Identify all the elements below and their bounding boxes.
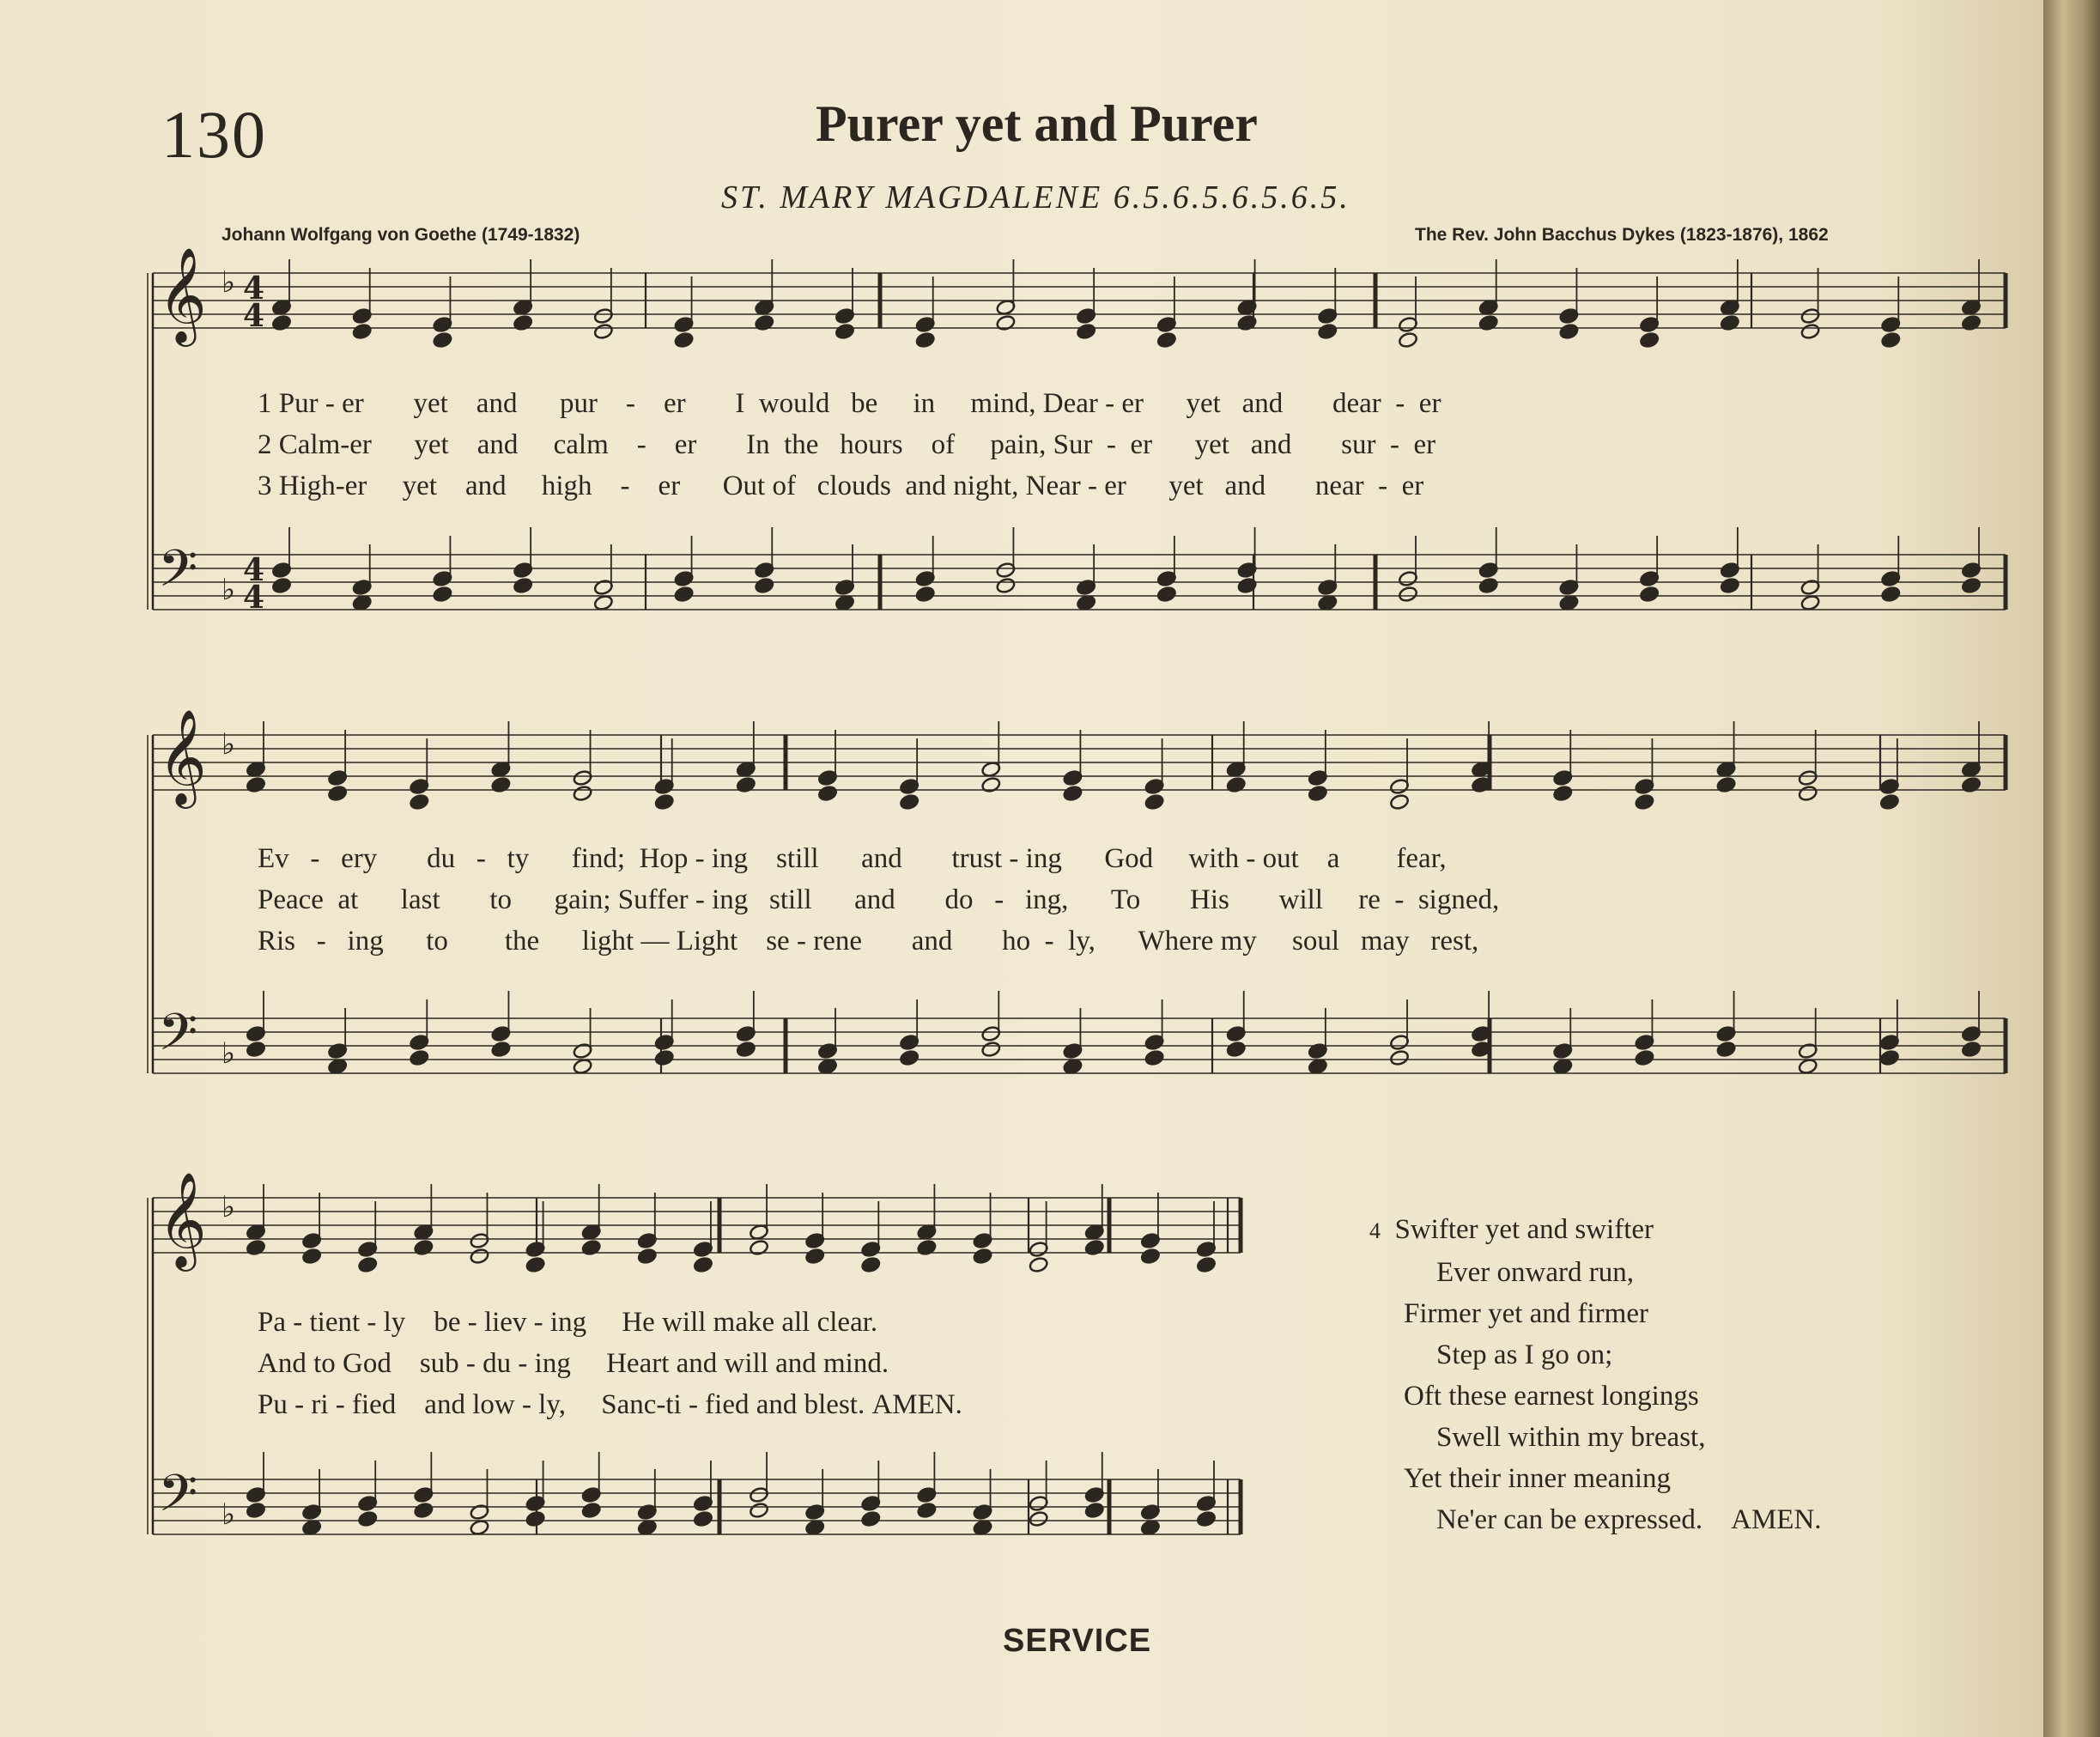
syllable: and (854, 884, 895, 915)
time-signature: 4 (243, 270, 265, 307)
flat-key-signature-icon: ♭ (222, 1497, 236, 1532)
half-note (1398, 331, 1418, 349)
quarter-note (1880, 331, 1901, 349)
stanza-number: 4 (1369, 1218, 1381, 1243)
quarter-note (1879, 1049, 1900, 1066)
syllable: du (427, 843, 456, 874)
treble-clef-icon: 𝄞 (158, 708, 207, 805)
syllable: se (766, 926, 790, 957)
half-note (1398, 586, 1418, 603)
stanza-line: Yet their inner meaning (1404, 1463, 1672, 1494)
quarter-note (491, 776, 512, 793)
half-note (1800, 323, 1821, 340)
syllable: a (1326, 843, 1340, 874)
syllable: and (464, 471, 507, 501)
syllable: last (400, 884, 440, 915)
quarter-note (1140, 1519, 1161, 1536)
syllable: er (1413, 429, 1436, 460)
quarter-note (491, 1041, 512, 1058)
quarter-note (1196, 1256, 1217, 1273)
quarter-note (1961, 314, 1982, 331)
time-signature: 4 (243, 552, 265, 588)
syllable: er (663, 388, 686, 419)
syllable: the (784, 429, 819, 460)
syllable: pur (559, 388, 598, 419)
syllable: be - liev - ing (434, 1307, 587, 1338)
amen: AMEN. (1731, 1504, 1822, 1535)
syllable: yet (1168, 471, 1204, 501)
syllable: ing, (1024, 884, 1069, 915)
syllable: yet (1186, 388, 1221, 419)
syllable: ho (1002, 926, 1031, 957)
quarter-note (835, 594, 855, 611)
syllable: ery (341, 843, 378, 874)
syllable: - (625, 388, 635, 419)
quarter-note (1639, 586, 1660, 603)
syllable: dear (1332, 388, 1381, 419)
quarter-note (433, 331, 453, 349)
quarter-note (1478, 577, 1499, 594)
syllable: Hop - ing (639, 843, 749, 874)
stanza-4 (1369, 1209, 1822, 1540)
quarter-note (1716, 1041, 1737, 1058)
syllable: - (1395, 388, 1405, 419)
quarter-note (693, 1510, 713, 1527)
syllable: Heart and will and mind. (606, 1348, 889, 1379)
syllable: Near - er (1025, 471, 1126, 501)
lyric-line-s3-v2 (258, 1348, 889, 1380)
quarter-note (899, 1049, 920, 1066)
quarter-note (414, 1239, 434, 1256)
syllable: of (931, 429, 956, 460)
quarter-note (754, 314, 774, 331)
quarter-note (1196, 1510, 1217, 1527)
syllable: gain; (554, 884, 611, 915)
flat-key-signature-icon: ♭ (222, 727, 236, 762)
quarter-note (973, 1519, 993, 1536)
quarter-note (861, 1510, 882, 1527)
time-signature: 4 (243, 298, 265, 334)
quarter-note (301, 1519, 322, 1536)
syllable: will (1278, 884, 1323, 915)
syllable: and (1224, 471, 1266, 501)
syllable: - (1389, 429, 1399, 460)
syllable: would (758, 388, 830, 419)
quarter-note (1063, 1058, 1083, 1075)
syllable: signed, (1417, 884, 1500, 915)
quarter-note (357, 1256, 378, 1273)
quarter-note (1716, 776, 1737, 793)
syllable: trust (951, 843, 1003, 874)
syllable: and low - ly, (424, 1389, 566, 1420)
syllable: high (541, 471, 592, 501)
syllable: sur (1341, 429, 1376, 460)
stanza-line (1369, 1209, 1822, 1252)
quarter-note (1140, 1248, 1161, 1265)
syllable: God (1104, 843, 1154, 874)
stanza-line: Step as I go on; (1436, 1339, 1613, 1370)
half-note (573, 1058, 593, 1075)
quarter-note (1063, 785, 1083, 802)
quarter-note (1308, 1058, 1328, 1075)
syllable: calm (553, 429, 609, 460)
half-note (980, 776, 1001, 793)
syllable: clouds (816, 471, 891, 501)
quarter-note (654, 1049, 675, 1066)
quarter-note (581, 1502, 602, 1519)
syllable: He will make all clear. (622, 1307, 878, 1338)
quarter-note (693, 1256, 713, 1273)
quarter-note (1226, 1041, 1247, 1058)
lyric-text (258, 388, 1441, 419)
quarter-note (513, 314, 533, 331)
quarter-note (1559, 323, 1580, 340)
half-note (470, 1248, 490, 1265)
syllable: re (1358, 884, 1381, 915)
quarter-note (817, 1058, 838, 1075)
quarter-note (674, 331, 695, 349)
syllable: Sur (1053, 429, 1093, 460)
quarter-note (917, 1239, 938, 1256)
syllable: Peace (258, 884, 324, 915)
quarter-note (1635, 793, 1655, 811)
amen: AMEN. (871, 1389, 962, 1420)
syllable: Pu - ri - fied (258, 1389, 397, 1420)
quarter-note (817, 785, 838, 802)
quarter-note (754, 577, 774, 594)
stanza-line: Ever onward run, (1436, 1257, 1635, 1288)
quarter-note (1317, 594, 1338, 611)
syllable: and (1250, 429, 1292, 460)
stanza-line: Firmer yet and firmer (1404, 1298, 1648, 1329)
half-note (1798, 785, 1818, 802)
quarter-note (1559, 594, 1580, 611)
half-note (996, 577, 1017, 594)
bass-clef-icon: 𝄢 (158, 1463, 198, 1535)
quarter-note (917, 1502, 938, 1519)
half-note (593, 594, 614, 611)
syllable: Pa - tient - ly (258, 1307, 406, 1338)
quarter-note (1552, 785, 1573, 802)
syllable: the (504, 926, 540, 957)
quarter-note (246, 1502, 266, 1519)
syllable: er (1401, 471, 1424, 501)
quarter-note (736, 1041, 756, 1058)
flat-key-signature-icon: ♭ (222, 573, 236, 607)
quarter-note (804, 1519, 825, 1536)
syllable: Where my (1138, 926, 1257, 957)
syllable: - (1394, 884, 1405, 915)
quarter-note (1552, 1058, 1573, 1075)
quarter-note (433, 586, 453, 603)
stanza-line (1369, 1499, 1822, 1540)
syllable: rest, (1430, 926, 1479, 957)
syllable: pain, (990, 429, 1047, 460)
syllable: hours (840, 429, 903, 460)
quarter-note (1317, 323, 1338, 340)
bass-clef-icon: 𝄢 (158, 1002, 198, 1074)
syllable: yet (402, 471, 437, 501)
syllable: and (861, 843, 902, 874)
syllable: Ris (258, 926, 296, 957)
syllable: to (426, 926, 448, 957)
quarter-note (1720, 314, 1740, 331)
quarter-note (973, 1248, 993, 1265)
treble-clef-icon: 𝄞 (158, 246, 207, 343)
lyric-line-s2-v2 (258, 884, 1499, 916)
flat-key-signature-icon: ♭ (222, 1036, 236, 1071)
quarter-note (1084, 1239, 1105, 1256)
syllable: er (658, 471, 681, 501)
syllable: rene (813, 926, 862, 957)
quarter-note (513, 577, 533, 594)
half-note (573, 785, 593, 802)
quarter-note (1156, 331, 1177, 349)
quarter-note (637, 1519, 658, 1536)
quarter-note (1478, 314, 1499, 331)
quarter-note (1226, 776, 1247, 793)
syllable: at (337, 884, 359, 915)
stanza-line: Swell within my breast, (1436, 1422, 1706, 1453)
quarter-note (1144, 793, 1165, 811)
syllable: His (1190, 884, 1229, 915)
syllable: with - out (1188, 843, 1299, 874)
syllable: - (1044, 926, 1054, 957)
syllable: er (1418, 388, 1441, 419)
hymn-title: Purer yet and Purer (816, 95, 1258, 152)
syllable: ty (507, 843, 530, 874)
quarter-note (246, 1041, 266, 1058)
syllable: - (636, 429, 646, 460)
quarter-note (327, 1058, 348, 1075)
quarter-note (1156, 586, 1177, 603)
quarter-note (1720, 577, 1740, 594)
stanza-line: Oft these earnest longings (1404, 1381, 1699, 1412)
quarter-note (804, 1248, 825, 1265)
syllable: ly, (1068, 926, 1096, 957)
syllable: may (1360, 926, 1410, 957)
syllable: ing (347, 926, 384, 957)
half-note (1029, 1256, 1049, 1273)
quarter-note (1635, 1049, 1655, 1066)
syllable: soul (1292, 926, 1340, 957)
quarter-note (1879, 793, 1900, 811)
syllable: 1 Pur - er (258, 388, 364, 419)
quarter-note (899, 793, 920, 811)
quarter-note (1076, 323, 1096, 340)
half-note (593, 323, 614, 340)
tune-name: ST. MARY MAGDALENE 6.5.6.5.6.5.6.5. (721, 179, 1350, 216)
quarter-note (409, 793, 429, 811)
syllable: in (913, 388, 936, 419)
half-note (1798, 1058, 1818, 1075)
quarter-note (1880, 586, 1901, 603)
flat-key-signature-icon: ♭ (222, 1190, 236, 1224)
quarter-note (525, 1510, 546, 1527)
syllable: I (735, 388, 745, 419)
quarter-note (1308, 785, 1328, 802)
quarter-note (1639, 331, 1660, 349)
syllable: - (1009, 843, 1019, 874)
quarter-note (581, 1239, 602, 1256)
half-note (1389, 793, 1410, 811)
treble-clef-icon: 𝄞 (158, 1171, 207, 1267)
quarter-note (246, 1239, 266, 1256)
syllable: night, (953, 471, 1019, 501)
syllable: to (489, 884, 513, 915)
syllable: and (905, 471, 947, 501)
bass-clef-icon: 𝄢 (158, 538, 198, 610)
syllable: In (746, 429, 770, 460)
lyric-line-s1-v1 (258, 388, 1441, 420)
syllable: Sanc-ti - fied and blest. (601, 1389, 865, 1420)
quarter-note (674, 586, 695, 603)
syllable: And to God (258, 1348, 391, 1379)
quarter-note (409, 1049, 429, 1066)
quarter-note (352, 323, 373, 340)
quarter-note (1084, 1502, 1105, 1519)
syllable: er (1130, 429, 1153, 460)
quarter-note (301, 1248, 322, 1265)
syllable: yet (1194, 429, 1229, 460)
quarter-note (1961, 577, 1982, 594)
quarter-note (736, 776, 756, 793)
lyric-line-s3-v1 (258, 1307, 877, 1339)
syllable: ing (1025, 843, 1062, 874)
syllable: near (1314, 471, 1364, 501)
quarter-note (1144, 1049, 1165, 1066)
flat-key-signature-icon: ♭ (222, 265, 236, 300)
syllable: and (476, 429, 519, 460)
half-note (749, 1239, 769, 1256)
stanza-text: Swifter yet and swifter (1394, 1214, 1654, 1245)
syllable: and (1241, 388, 1284, 419)
syllable: - (796, 926, 806, 957)
half-note (980, 1041, 1001, 1058)
quarter-note (352, 594, 373, 611)
half-note (1800, 594, 1821, 611)
half-note (1029, 1510, 1049, 1527)
syllable: fear, (1396, 843, 1447, 874)
author-credit: Johann Wolfgang von Goethe (1749-1832) (222, 225, 580, 245)
quarter-note (1076, 594, 1096, 611)
half-note (749, 1502, 769, 1519)
quarter-note (915, 586, 936, 603)
syllable: Ev (258, 843, 289, 874)
syllable: 3 High-er (258, 471, 367, 501)
lyric-line-s1-v2 (258, 429, 1435, 461)
syllable: Out of (722, 471, 796, 501)
syllable: and (476, 388, 518, 419)
syllable: - (316, 926, 326, 957)
lyric-line-s1-v3 (258, 471, 1423, 502)
syllable: - (994, 884, 1004, 915)
quarter-note (654, 793, 675, 811)
quarter-note (915, 331, 936, 349)
syllable: light — Light (581, 926, 738, 957)
syllable: Suffer - ing (617, 884, 749, 915)
syllable: still (769, 884, 812, 915)
syllable: - (310, 843, 320, 874)
syllable: mind, (970, 388, 1036, 419)
syllable: sub - du - ing (419, 1348, 571, 1379)
syllable: - (1106, 429, 1116, 460)
quarter-note (861, 1256, 882, 1273)
lyric-line-s2-v3 (258, 926, 1478, 957)
syllable: still (776, 843, 819, 874)
lyric-line-s3-v3 (258, 1389, 962, 1421)
quarter-note (1961, 1041, 1982, 1058)
quarter-note (525, 1256, 546, 1273)
stanza-text: Ne'er can be expressed. (1436, 1504, 1703, 1535)
syllable: er (674, 429, 697, 460)
syllable: Dear - er (1042, 388, 1144, 419)
syllable: - (476, 843, 486, 874)
quarter-note (271, 314, 292, 331)
syllable: To (1110, 884, 1141, 915)
syllable: be (851, 388, 878, 419)
half-note (470, 1519, 490, 1536)
composer-credit: The Rev. John Bacchus Dykes (1823-1876), 1862 (1415, 225, 1829, 245)
quarter-note (414, 1502, 434, 1519)
quarter-note (271, 577, 292, 594)
syllable: - (620, 471, 630, 501)
syllable: and (911, 926, 953, 957)
syllable: do (944, 884, 974, 915)
quarter-note (1961, 776, 1982, 793)
quarter-note (637, 1248, 658, 1265)
quarter-note (835, 323, 855, 340)
syllable: find; (571, 843, 626, 874)
syllable: 2 Calm-er (258, 429, 372, 460)
quarter-note (327, 785, 348, 802)
half-note (996, 314, 1017, 331)
section-footer: SERVICE (1003, 1623, 1152, 1659)
hymn-number: 130 (161, 97, 267, 172)
time-signature: 4 (243, 580, 265, 616)
syllable: yet (414, 429, 449, 460)
syllable: - (1378, 471, 1388, 501)
syllable: yet (413, 388, 448, 419)
quarter-note (246, 776, 266, 793)
half-note (1389, 1049, 1410, 1066)
quarter-note (357, 1510, 378, 1527)
lyric-line-s2-v1 (258, 843, 1447, 875)
